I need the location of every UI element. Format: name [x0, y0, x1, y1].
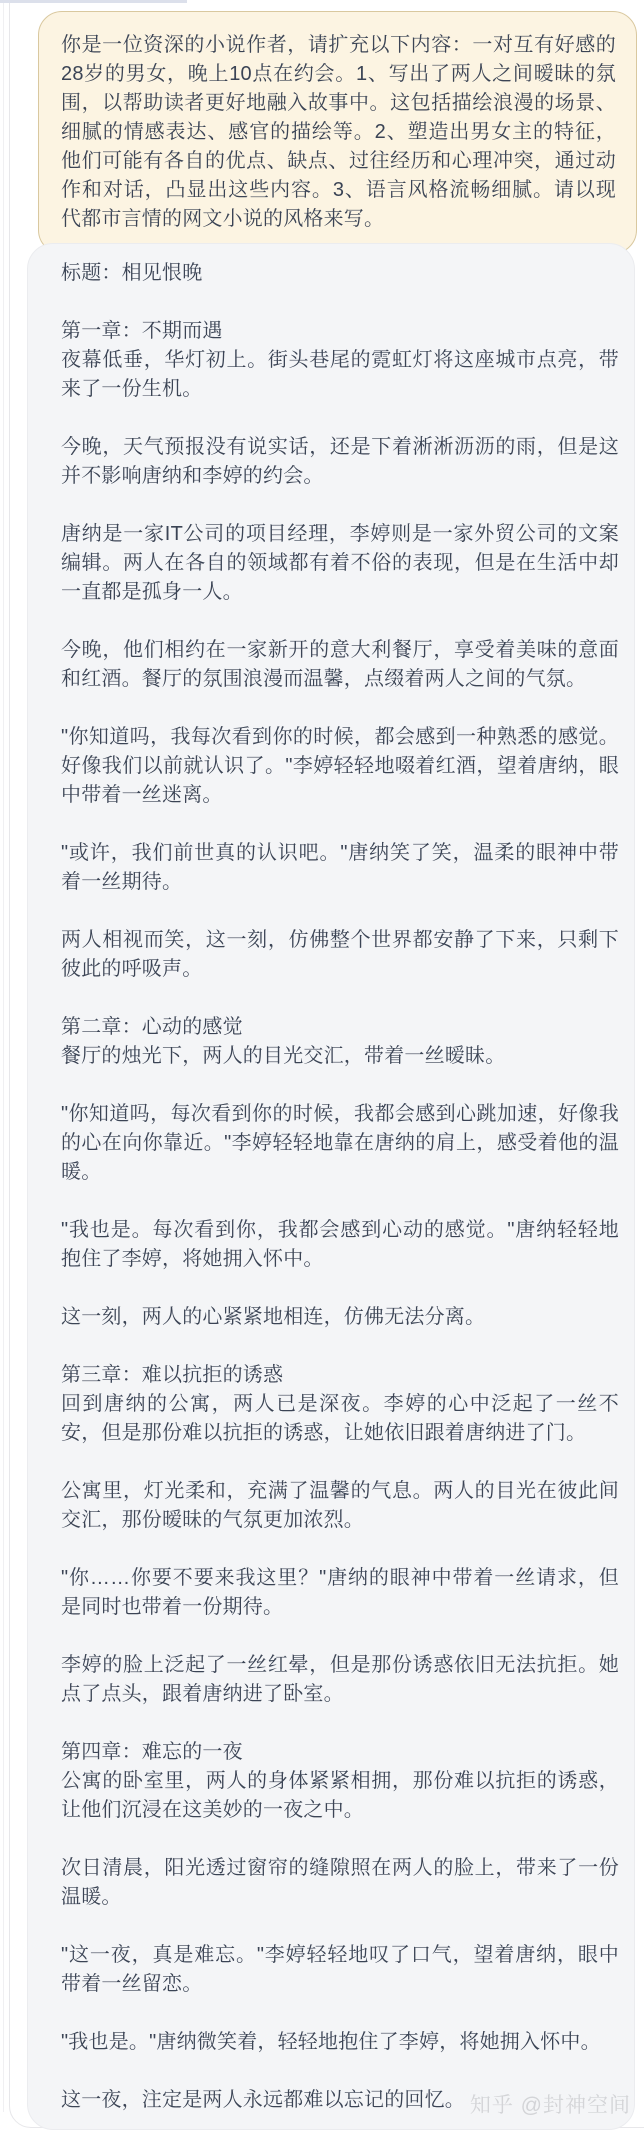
story-line: "这一夜，真是难忘。"李婷轻轻地叹了口气，望着唐纳，眼中带着一丝留恋。 [61, 1944, 619, 1995]
story-paragraph [61, 1564, 619, 1622]
story-paragraph [61, 520, 619, 607]
story-line: "或许，我们前世真的认识吧。"唐纳笑了笑，温柔的眼神中带着一丝期待。 [61, 842, 619, 893]
story-paragraph [61, 723, 619, 810]
story-paragraph [61, 1216, 619, 1274]
story-line: 今晚，天气预报没有说实话，还是下着淅淅沥沥的雨，但是这并不影响唐纳和李婷的约会。 [61, 436, 619, 487]
story-line: 第一章：不期而遇 [61, 320, 223, 342]
story-paragraph [61, 926, 619, 984]
story-paragraph [61, 1738, 619, 1825]
top-cutoff-bar [0, 0, 187, 3]
story-line: 唐纳是一家IT公司的项目经理，李婷则是一家外贸公司的文案编辑。两人在各自的领域都有着不俗的表现，但是在生活中却一直都是孤身一人。 [61, 523, 619, 603]
story-paragraph [61, 1941, 619, 1999]
story-paragraph [61, 1100, 619, 1187]
story-line: "你知道吗，每次看到你的时候，我都会感到心跳加速，好像我的心在向你靠近。"李婷轻轻地靠在唐纳的肩上，感受着他的温暖。 [61, 1103, 619, 1183]
story-paragraph [61, 433, 619, 491]
story-line: 李婷的脸上泛起了一丝红晕，但是那份诱惑依旧无法抗拒。她点了点头，跟着唐纳进了卧室。 [61, 1654, 619, 1705]
story-paragraph [61, 839, 619, 897]
response-paragraphs [61, 259, 619, 2115]
story-line: 第二章：心动的感觉 [61, 1016, 243, 1038]
story-line: "你……你要不要来我这里？"唐纳的眼神中带着一丝请求，但是同时也带着一份期待。 [61, 1567, 619, 1618]
story-paragraph [61, 2028, 619, 2057]
story-line: "我也是。每次看到你，我都会感到心动的感觉。"唐纳轻轻地抱住了李婷，将她拥入怀中。 [61, 1219, 619, 1270]
story-paragraph [61, 1854, 619, 1912]
user-prompt-text: 你是一位资深的小说作者，请扩充以下内容：一对互有好感的28岁的男女，晚上10点在约会。1、写出了两人之间暧昧的氛围，以帮助读者更好地融入故事中。这包括描绘浪漫的场景、细腻的情感表达、感官的描绘等。2、塑造出男女主的特征，他们可能有各自的优点、缺点、过往经历和心理冲突，通过动作和对话，凸显出这些内容。3、语言风格流畅细腻。请以现代都市言情的网文小说的风格来写。 [61, 34, 616, 230]
story-line: 这一刻，两人的心紧紧地相连，仿佛无法分离。 [61, 1306, 486, 1328]
user-prompt-bubble [38, 11, 637, 254]
story-line: 标题：相见恨晚 [61, 262, 203, 284]
story-line: 公寓的卧室里，两人的身体紧紧相拥，那份难以抗拒的诱惑，让他们沉浸在这美妙的一夜之中。 [61, 1770, 619, 1821]
story-line: "我也是。"唐纳微笑着，轻轻地抱住了李婷，将她拥入怀中。 [61, 2031, 601, 2053]
story-line: 两人相视而笑，这一刻，仿佛整个世界都安静了下来，只剩下彼此的呼吸声。 [61, 929, 619, 980]
story-line: 夜幕低垂，华灯初上。街头巷尾的霓虹灯将这座城市点亮，带来了一份生机。 [61, 349, 619, 400]
story-line: 第四章：难忘的一夜 [61, 1741, 243, 1763]
story-line: 第三章：难以抗拒的诱惑 [61, 1364, 284, 1386]
story-line: 回到唐纳的公寓，两人已是深夜。李婷的心中泛起了一丝不安，但是那份难以抗拒的诱惑，让她依旧跟着唐纳进了门。 [61, 1393, 619, 1444]
story-paragraph [61, 1303, 619, 1332]
story-line: "你知道吗，我每次看到你的时候，都会感到一种熟悉的感觉。好像我们以前就认识了。"李婷轻轻地啜着红酒，望着唐纳，眼中带着一丝迷离。 [61, 726, 619, 806]
story-line: 次日清晨，阳光透过窗帘的缝隙照在两人的脸上，带来了一份温暖。 [61, 1857, 619, 1908]
story-paragraph [61, 1477, 619, 1535]
story-line: 公寓里，灯光柔和，充满了温馨的气息。两人的目光在彼此间交汇，那份暧昧的气氛更加浓烈。 [61, 1480, 619, 1531]
story-line: 今晚，他们相约在一家新开的意大利餐厅，享受着美味的意面和红酒。餐厅的氛围浪漫而温馨，点缀着两人之间的气氛。 [61, 639, 619, 690]
story-paragraph [61, 317, 619, 404]
story-line: 餐厅的烛光下，两人的目光交汇，带着一丝暧昧。 [61, 1045, 506, 1067]
outer-left-edge-line [3, 0, 4, 2112]
story-line: 这一夜，注定是两人永远都难以忘记的回忆。 [61, 2089, 465, 2111]
story-paragraph [61, 1651, 619, 1709]
story-paragraph [61, 259, 619, 288]
assistant-response-bubble [27, 243, 635, 2130]
story-paragraph [61, 1013, 619, 1071]
story-paragraph [61, 1361, 619, 1448]
story-paragraph [61, 636, 619, 694]
zhihu-watermark: 知乎 @封神空间 [469, 2094, 631, 2117]
